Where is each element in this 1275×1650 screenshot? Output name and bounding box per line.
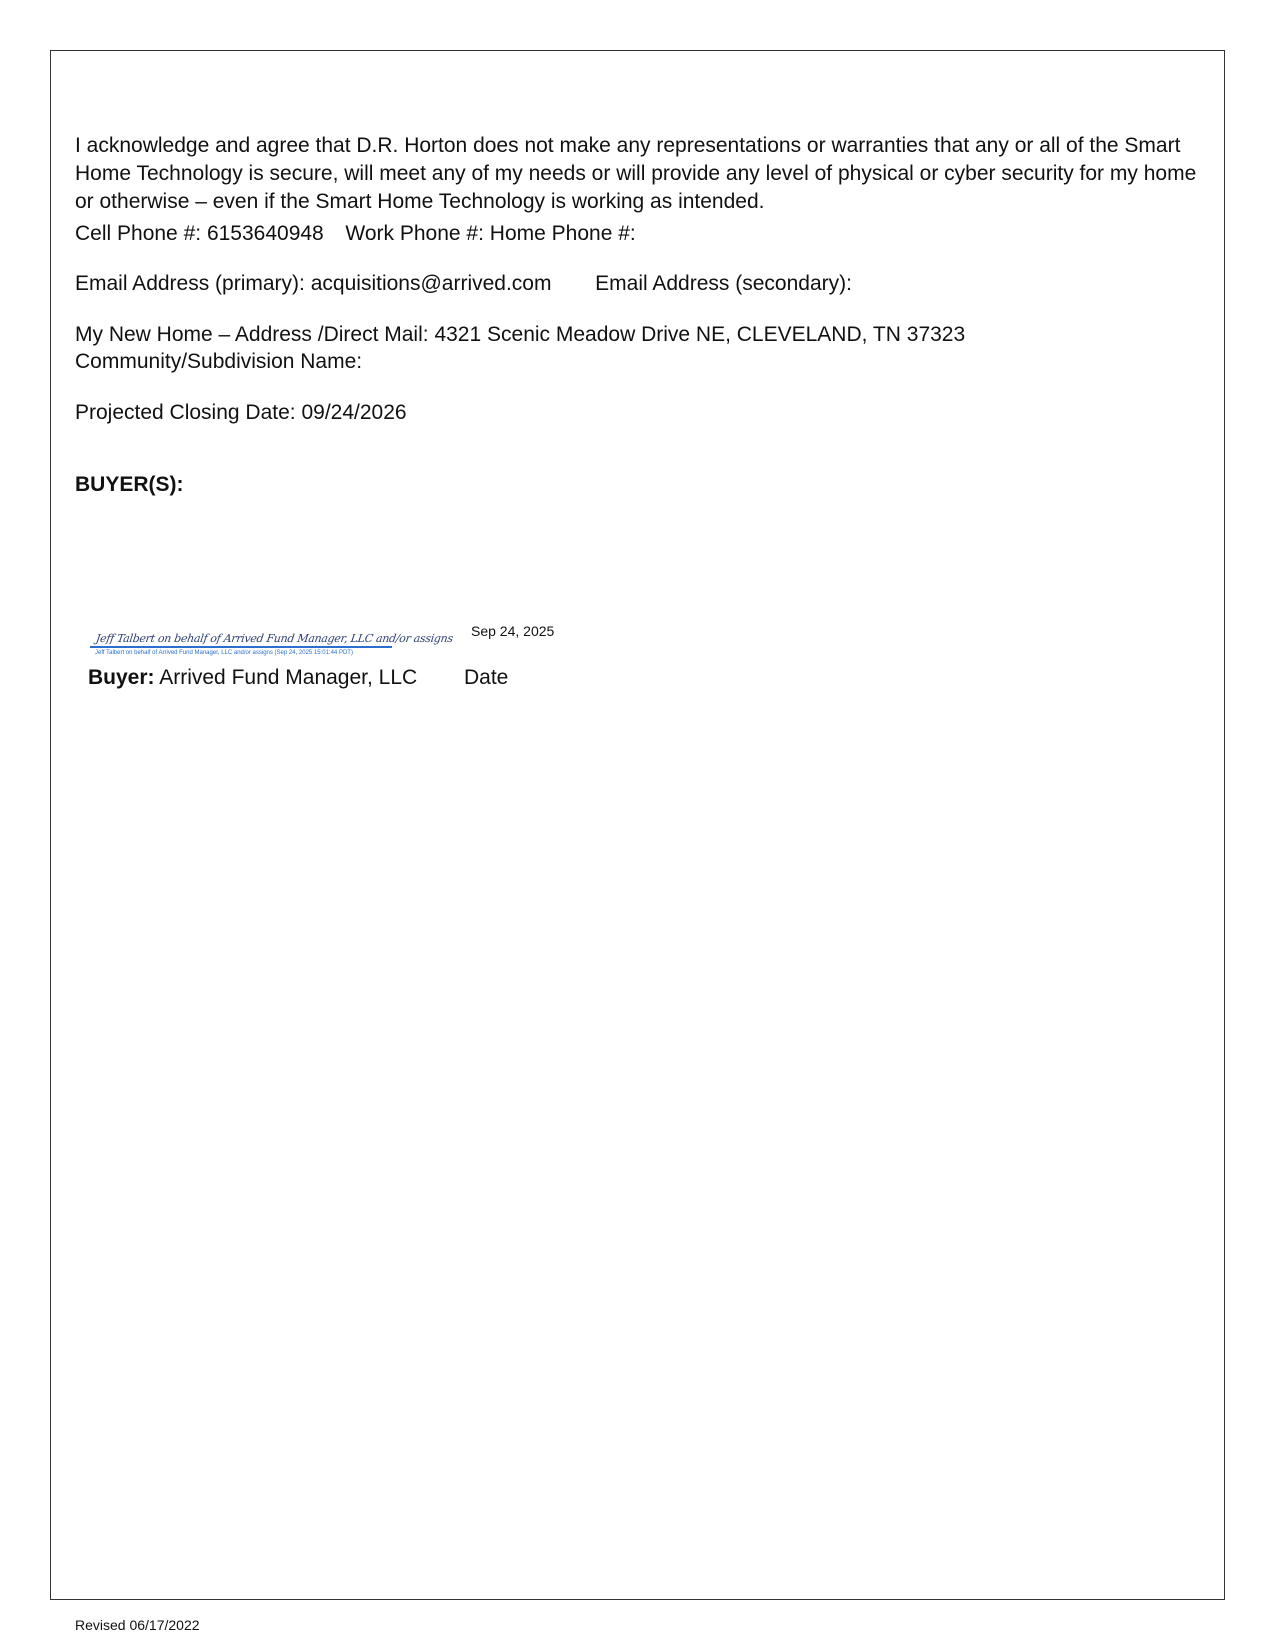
cell-phone-label: Cell Phone #:: [75, 222, 202, 245]
signature-stamp: Jeff Talbert on behalf of Arrived Fund Manager, LLC and/or assigns (Sep 24, 2025 15:01:44 PDT): [95, 650, 353, 656]
handwritten-signature: Jeff Talbert on behalf of Arrived Fund Manager, LLC and/or assigns: [95, 632, 454, 645]
email-row: [75, 270, 852, 298]
address-label: My New Home – Address /Direct Mail:: [75, 323, 429, 346]
closing-date-label: Projected Closing Date:: [75, 401, 296, 424]
community-row: [75, 348, 362, 376]
email-primary-label: Email Address (primary):: [75, 272, 305, 295]
address-row: [75, 321, 965, 349]
closing-date-row: [75, 399, 407, 427]
closing-date-value: 09/24/2026: [301, 401, 407, 424]
buyer-row: [88, 664, 417, 692]
revision-footer: Revised 06/17/2022: [75, 1617, 200, 1633]
work-phone-label: Work Phone #:: [345, 222, 484, 245]
community-label: Community/Subdivision Name:: [75, 350, 363, 373]
email-primary-value: acquisitions@arrived.com: [310, 272, 552, 295]
signature-line: [90, 646, 392, 648]
email-secondary-label: Email Address (secondary):: [595, 272, 852, 295]
acknowledgement-paragraph: I acknowledge and agree that D.R. Horton does not make any representations or warranties that any or all of the Smart Home Technology is secure, will meet any of my needs or will provide any level of physical or cyber security for my home or otherwise – even if the Smart Home Technology is working as intended.: [75, 134, 1197, 213]
signature-block: [90, 632, 454, 657]
buyer-label: Buyer:: [88, 666, 155, 689]
date-label: Date: [464, 666, 509, 689]
address-value: 4321 Scenic Meadow Drive NE, CLEVELAND, TN 37323: [434, 323, 966, 346]
buyer-name: Arrived Fund Manager, LLC: [159, 666, 418, 689]
buyers-heading: BUYER(S):: [75, 473, 184, 496]
home-phone-label: Home Phone #:: [489, 222, 636, 245]
cell-phone-value: 6153640948: [206, 222, 324, 245]
phone-row: [75, 220, 636, 248]
signature-date-value: Sep 24, 2025: [471, 623, 555, 639]
